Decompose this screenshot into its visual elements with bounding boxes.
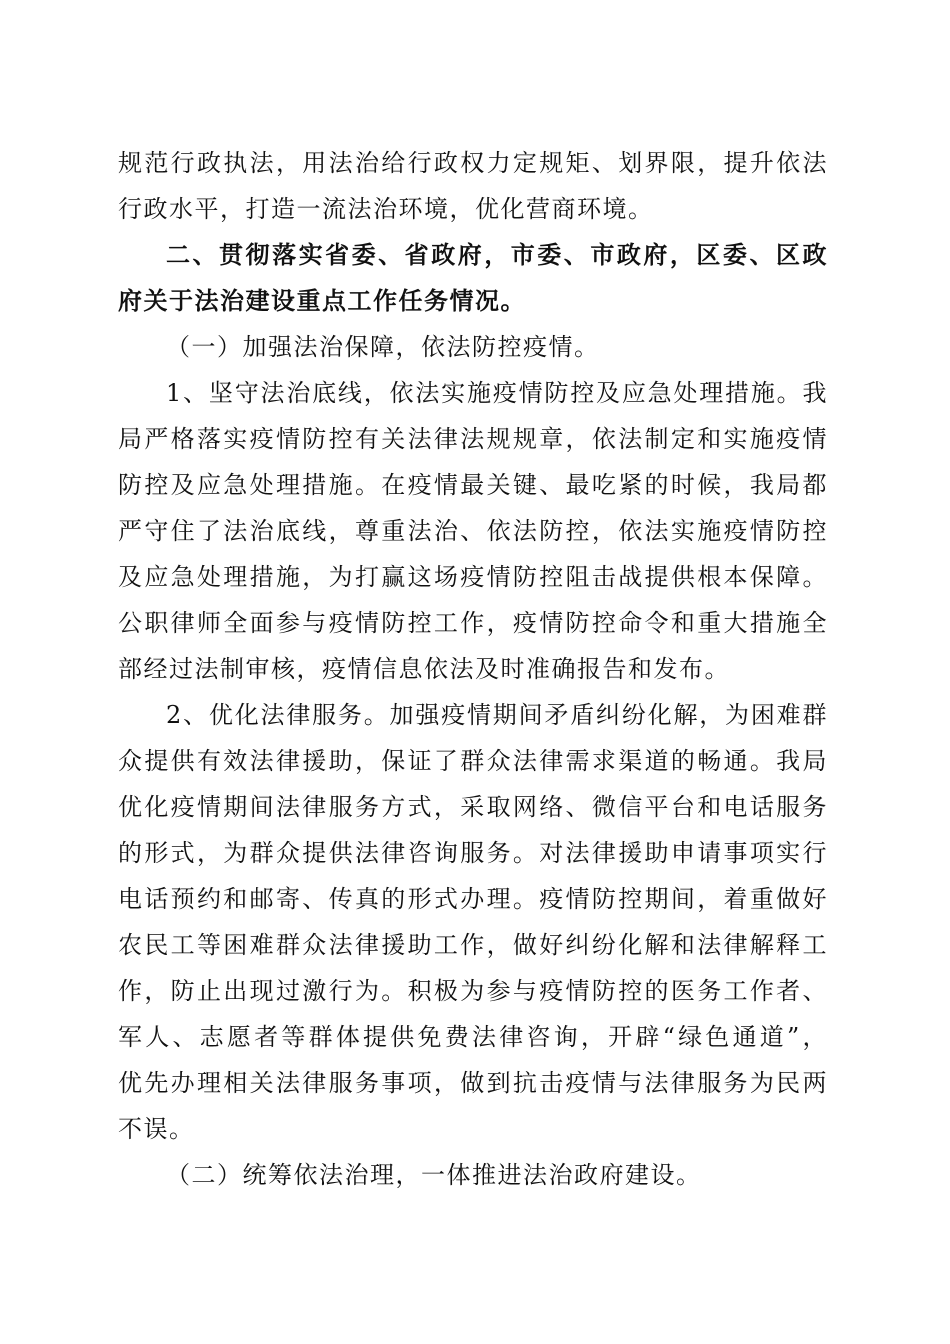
paragraph-line: 众提供有效法律援助，保证了群众法律需求渠道的畅通。我局 xyxy=(118,747,828,775)
section-heading: 二、贯彻落实省委、省政府，市委、市政府，区委、区政 xyxy=(166,241,828,269)
paragraph-line: 作，防止出现过激行为。积极为参与疫情防控的医务工作者、 xyxy=(118,977,828,1005)
paragraph-line: 2、优化法律服务。加强疫情期间矛盾纠纷化解，为困难群 xyxy=(166,701,828,729)
paragraph-line: 的形式，为群众提供法律咨询服务。对法律援助申请事项实行 xyxy=(118,839,828,867)
paragraph-line: 优化疫情期间法律服务方式，采取网络、微信平台和电话服务 xyxy=(118,793,828,821)
paragraph-line: 严守住了法治底线，尊重法治、依法防控，依法实施疫情防控 xyxy=(118,517,828,545)
section-heading: 府关于法治建设重点工作任务情况。 xyxy=(118,287,526,315)
paragraph-line: 及应急处理措施，为打赢这场疫情防控阻击战提供根本保障。 xyxy=(118,563,828,591)
subsection-heading: （二）统筹依法治理，一体推进法治政府建设。 xyxy=(166,1161,702,1189)
paragraph-line: 行政水平，打造一流法治环境，优化营商环境。 xyxy=(118,195,654,223)
paragraph-line: 规范行政执法，用法治给行政权力定规矩、划界限，提升依法 xyxy=(118,149,828,177)
paragraph-line: 优先办理相关法律服务事项，做到抗击疫情与法律服务为民两 xyxy=(118,1069,828,1097)
paragraph-line: 农民工等困难群众法律援助工作，做好纠纷化解和法律解释工 xyxy=(118,931,828,959)
paragraph-line: 不误。 xyxy=(118,1115,195,1143)
paragraph-line: 公职律师全面参与疫情防控工作，疫情防控命令和重大措施全 xyxy=(118,609,828,637)
paragraph-line: 防控及应急处理措施。在疫情最关键、最吃紧的时候，我局都 xyxy=(118,471,828,499)
subsection-heading: （一）加强法治保障，依法防控疫情。 xyxy=(166,333,600,361)
paragraph-line: 1、坚守法治底线，依法实施疫情防控及应急处理措施。我 xyxy=(166,379,828,407)
paragraph-line: 电话预约和邮寄、传真的形式办理。疫情防控期间，着重做好 xyxy=(118,885,828,913)
paragraph-line: 局严格落实疫情防控有关法律法规规章，依法制定和实施疫情 xyxy=(118,425,828,453)
paragraph-line: 部经过法制审核，疫情信息依法及时准确报告和发布。 xyxy=(118,655,730,683)
paragraph-line: 军人、志愿者等群体提供免费法律咨询，开辟“绿色通道”， xyxy=(118,1023,828,1051)
